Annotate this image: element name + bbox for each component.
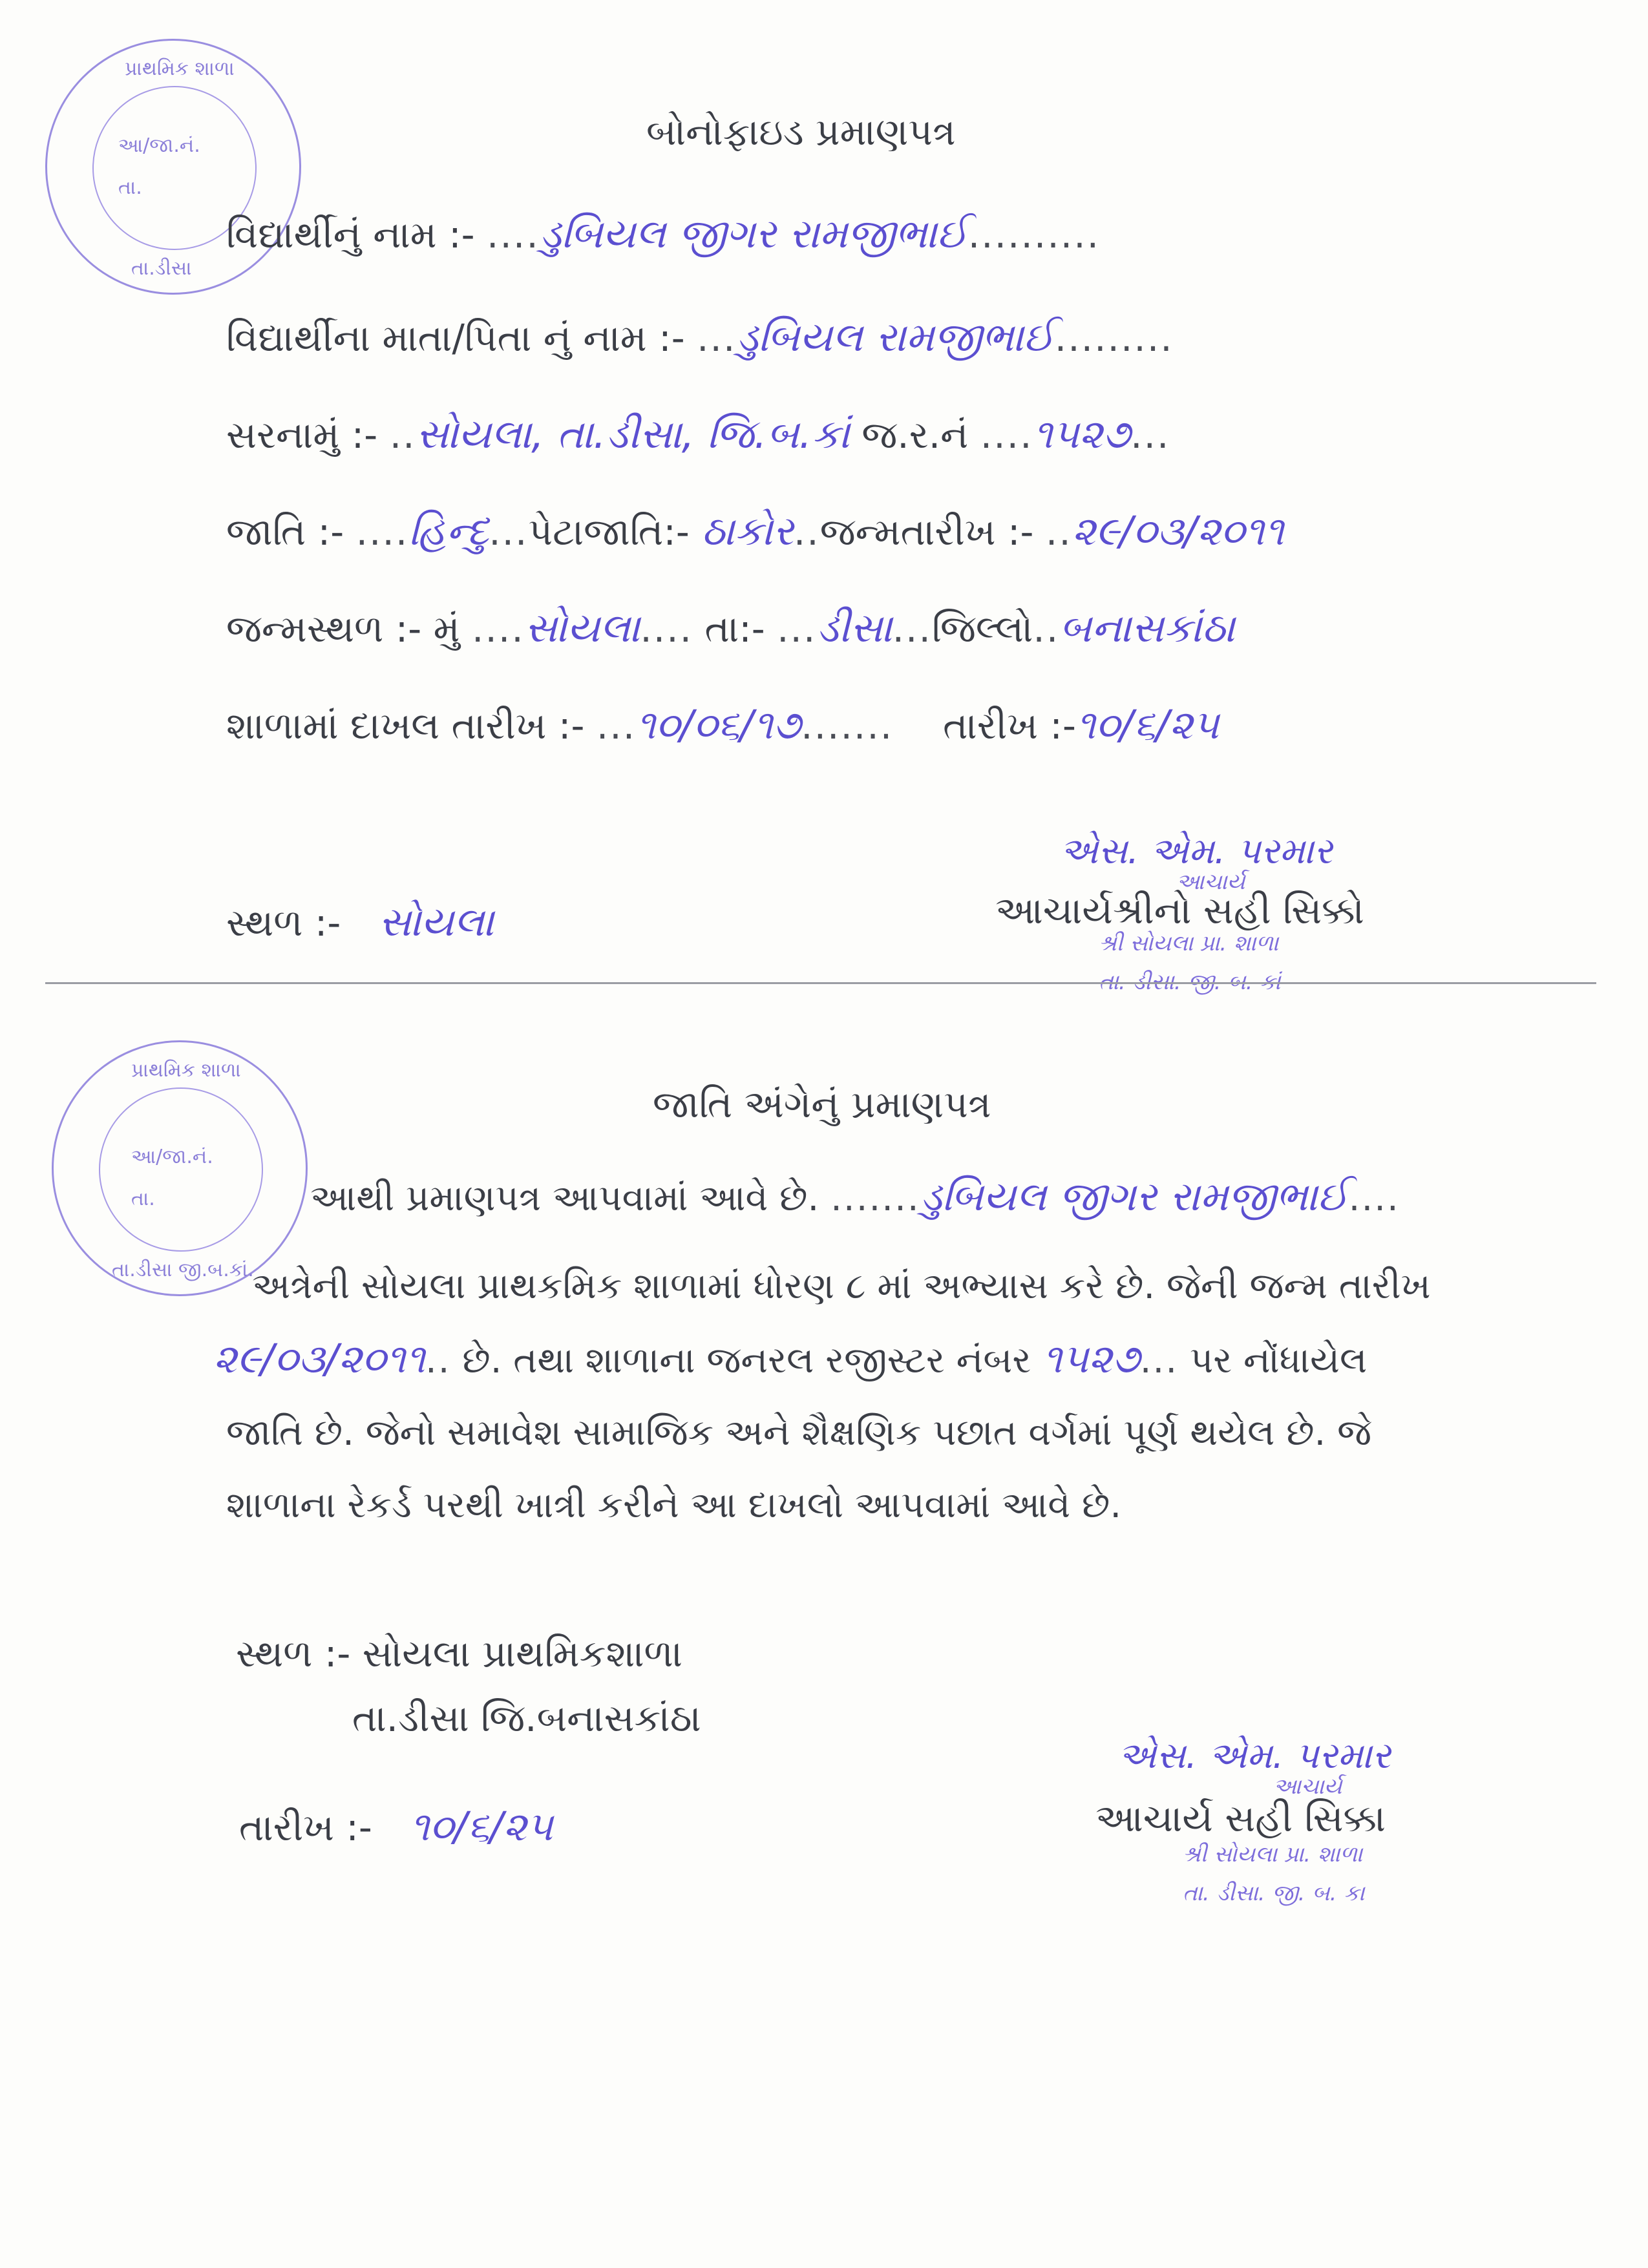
taluka-label: તા:- (704, 607, 765, 651)
stamp2-line-1: આ/જા.નં. (131, 1146, 213, 1168)
date-label: તારીખ :- (943, 704, 1076, 748)
register-label: જ.ર.નં (861, 413, 969, 457)
district-value: બનાસકાંઠા (1059, 604, 1235, 651)
caste-cert-title: જાતિ અંગેનું પ્રમાણપત્ર (653, 1082, 991, 1126)
seal-line-3: તા. ડીસા. જી. બ. કાં (1099, 969, 1281, 995)
caste-cert-prefix: આથી પ્રમાણપત્ર આપવામાં આવે છે. (310, 1177, 819, 1219)
admission-label: શાળામાં દાખલ તારીખ :- (226, 704, 585, 748)
caste-cert-line-3: ૨૯/૦૩/૨૦૧૧.. છે. તથા શાળાના જનરલ રજીસ્ટર નંબર ૧૫૨૭... પર નોંધાયેલ (213, 1335, 1368, 1382)
caste-row: જાતિ :- ....હિન્દુ...પેટાજાતિ:- ઠાકોર..જન્મતારીખ :- ..૨૯/૦૩/૨૦૧૧ (226, 507, 1284, 554)
caste-cert-date-row (239, 1803, 553, 1851)
caste-seal-line-3: તા. ડીસા. જી. બ. કા (1183, 1880, 1365, 1906)
student-name-label: વિદ્યાર્થીનું નામ :- (226, 213, 475, 257)
stamp2-line-2: તા. (131, 1188, 155, 1210)
admission-value: ૧૦/૦૬/૧૭ (636, 701, 801, 748)
parent-name-row: વિદ્યાર્થીના માતા/પિતા નું નામ :- ...ડુબિયલ રામજીભાઈ......... (226, 313, 1174, 361)
caste-cert-date-label: તારીખ :- (239, 1805, 372, 1849)
seal-line-1: આચાર્ય (1176, 869, 1245, 895)
address-row: સરનામું :- ..સોયલા, તા.ડીસા, જિ.બ.કાં જ.ર.નં ....૧૫૨૭... (226, 410, 1170, 457)
register-value: ૧૫૨૭ (1033, 410, 1131, 457)
caste-cert-name: ડુબિયલ જીગર રામજીભાઈ (920, 1173, 1349, 1220)
caste-cert-line-4: જાતિ છે. જેનો સમાવેશ સામાજિક અને શૈક્ષણિક પછાત વર્ગમાં પૂર્ણ થયેલ છે. જે (226, 1412, 1372, 1454)
stamp-line-1: આ/જા.નં. (118, 134, 200, 157)
stamp2-arc-bottom: તા.ડીસા જી.બ.કાં. (112, 1259, 254, 1281)
caste-cert-register: ૧૫૨૭ (1042, 1335, 1140, 1382)
seal-line-2: શ્રી સોયલા પ્રા. શાળા (1099, 930, 1279, 956)
signature-bottom: એસ. એમ. પરમાર (1118, 1735, 1391, 1777)
dob-value: ૨૯/૦૩/૨૦૧૧ (1072, 507, 1284, 554)
parent-name-value: ડુબિયલ રામજીભાઈ (736, 313, 1055, 361)
stamp-arc-top: પ્રાથમિક શાળા (125, 58, 235, 80)
birthplace-label: જન્મસ્થળ :- મું (226, 607, 460, 651)
caste-cert-place: સ્થળ :- સોયલા પ્રાથમિકશાળા (236, 1632, 682, 1675)
subcaste-value: ઠાકોર (701, 507, 794, 554)
stamp-arc-bottom: તા.ડીસા (131, 257, 192, 280)
bonafide-title: બોનોફાઇડ પ્રમાણપત્ર (646, 110, 956, 154)
stamp2-arc-top: પ્રાથમિક શાળા (131, 1059, 241, 1082)
birthplace-value: સોયલા (524, 604, 640, 651)
subcaste-label: પેટાજાતિ:- (528, 510, 690, 554)
caste-cert-line-5: શાળાના રેકર્ડ પરથી ખાત્રી કરીને આ દાખલો આપવામાં આવે છે. (226, 1484, 1122, 1526)
student-name-value: ડુબિયલ જીગર રામજીભાઈ (539, 210, 968, 257)
student-name-row: વિદ્યાર્થીનું નામ :- ....ડુબિયલ જીગર રામજીભાઈ.......... (226, 210, 1101, 257)
birthplace-row: જન્મસ્થળ :- મું ....સોયલા.... તા:- ...ડીસા...જિલ્લો..બનાસકાંઠા (226, 604, 1235, 651)
caste-cert-line-2: અત્રેની સોયલા પ્રાથકમિક શાળામાં ધોરણ ૮ માં અભ્યાસ કરે છે. જેની જન્મ તારીખ (252, 1265, 1431, 1307)
dob-label: જન્મતારીખ :- (819, 510, 1034, 554)
district-label: જિલ્લો (931, 607, 1033, 651)
signature-top: એસ. એમ. પરમાર (1060, 830, 1333, 872)
caste-cert-place-line-2: તા.ડીસા જિ.બનાસકાંઠા (352, 1696, 701, 1740)
address-value: સોયલા, તા.ડીસા, જિ.બ.કાં (416, 410, 850, 457)
caste-cert-line-3-end: પર નોંધાયેલ (1189, 1339, 1368, 1381)
caste-cert-sign-label: આચાર્ય સહી સિક્કા (1095, 1796, 1386, 1840)
caste-value: હિન્દુ (408, 507, 489, 554)
address-label: સરનામું :- (226, 413, 378, 457)
caste-cert-date-value: ૧૦/૬/૨૫ (410, 1803, 553, 1850)
parent-name-label: વિદ્યાર્થીના માતા/પિતા નું નામ :- (226, 316, 685, 360)
stamp-line-2: તા. (118, 176, 142, 199)
admission-row: શાળામાં દાખલ તારીખ :- ...૧૦/૦૬/૧૭....... તારીખ :-૧૦/૬/૨૫ (226, 701, 1220, 748)
caste-cert-dob: ૨૯/૦૩/૨૦૧૧ (213, 1335, 425, 1382)
taluka-value: ડીસા (816, 604, 893, 651)
section-divider (45, 982, 1596, 984)
caste-cert-body (213, 1250, 1431, 1542)
place-label: સ્થળ :- (226, 901, 341, 945)
caste-seal-line-2: શ્રી સોયલા પ્રા. શાળા (1183, 1842, 1363, 1867)
caste-label: જાતિ :- (226, 510, 344, 554)
place-row (226, 898, 494, 946)
caste-cert-line-3-mid: છે. તથા શાળાના જનરલ રજીસ્ટર નંબર (462, 1339, 1031, 1381)
date-value: ૧૦/૬/૨૫ (1075, 701, 1220, 748)
principal-sign-label: આચાર્યશ્રીનો સહી સિક્કો (995, 888, 1364, 932)
place-value: સોયલા (378, 898, 494, 945)
caste-seal-line-1: આચાર્ય (1273, 1774, 1342, 1800)
caste-cert-line-1: આથી પ્રમાણપત્ર આપવામાં આવે છે. .......ડુબિયલ જીગર રામજીભાઈ.... (310, 1173, 1400, 1220)
